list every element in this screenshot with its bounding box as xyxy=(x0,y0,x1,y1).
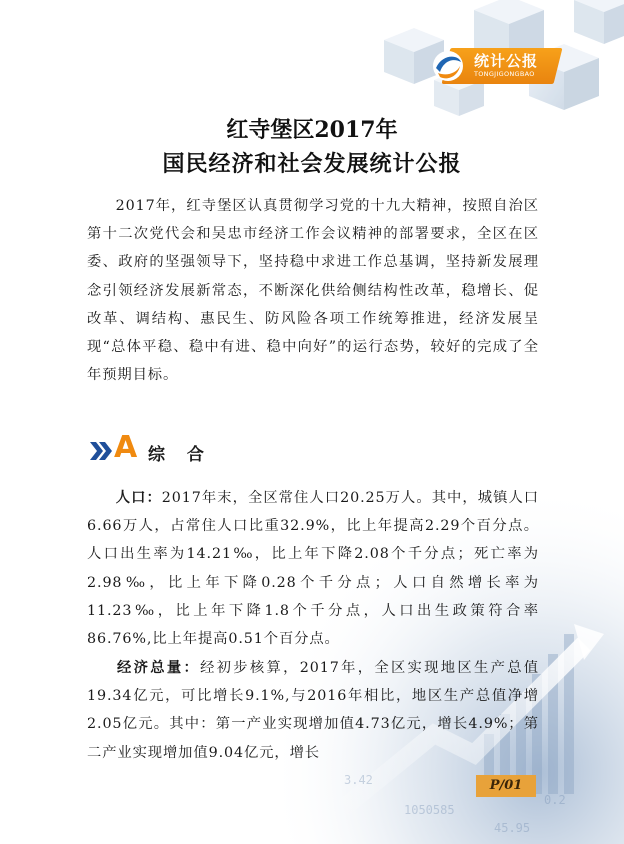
section-title: 综 合 xyxy=(148,445,212,465)
economy-paragraph xyxy=(87,654,539,767)
population-text: 2017年末，全区常住人口20.25万人。其中，城镇人口6.66万人，占常住人口比重32.9%，比上年提高2.29个百分点。人口出生率为14.21‰，比上年下降2.08个千分点；死亡率为2.98‰，比上年下降0.28个千分点；人口自然增长率为11.23‰，比上年下降1.8个千分点，人口出生政策符合率86.76%,比上年提高0.51个百分点。 xyxy=(87,490,539,648)
double-chevron-icon xyxy=(90,442,112,460)
population-label: 人口： xyxy=(115,490,162,506)
economy-text: 经初步核算，2017年，全区实现地区生产总值19.34亿元，可比增长9.1%,与2016年相比，地区生产总值净增2.05亿元。其中：第一产业实现增加值4.73亿元，增长4.9%；第二产业实现增加值9.04亿元，增长 xyxy=(87,660,540,761)
page-number-badge: P/01 xyxy=(476,775,536,797)
svg-text:45.95: 45.95 xyxy=(494,821,531,835)
page-title-line-2: 国民经济和社会发展统计公报 xyxy=(162,151,462,177)
page-title-line-1: 红寺堡区2017年 xyxy=(226,117,398,143)
globe-swoosh-icon xyxy=(428,46,468,86)
intro-paragraph: 2017年，红寺堡区认真贯彻学习党的十九大精神，按照自治区第十二次党代会和吴忠市经济工作会议精神的部署要求，全区在区委、政府的坚强领导下，坚持稳中求进工作总基调，坚持新发展理念引领经济发展新常态，不断深化供给侧结构性改革，稳增长、促改革、调结构、惠民生、防风险各项工作统筹推进，经济发展呈现“总体平稳、稳中有进、稳中向好”的运行态势，较好的完成了全年预期目标。 xyxy=(87,198,539,384)
logo-subtext: TONGJIGONGBAO xyxy=(474,70,535,78)
economy-label: 经济总量： xyxy=(115,660,201,676)
population-paragraph xyxy=(87,484,539,653)
stat-bulletin-logo xyxy=(428,46,560,86)
svg-text:0.2: 0.2 xyxy=(544,793,566,807)
logo-text: 统计公报 xyxy=(474,52,539,70)
section-letter: A xyxy=(114,430,138,465)
svg-text:3.42: 3.42 xyxy=(344,773,373,787)
svg-text:1050585: 1050585 xyxy=(404,803,455,817)
